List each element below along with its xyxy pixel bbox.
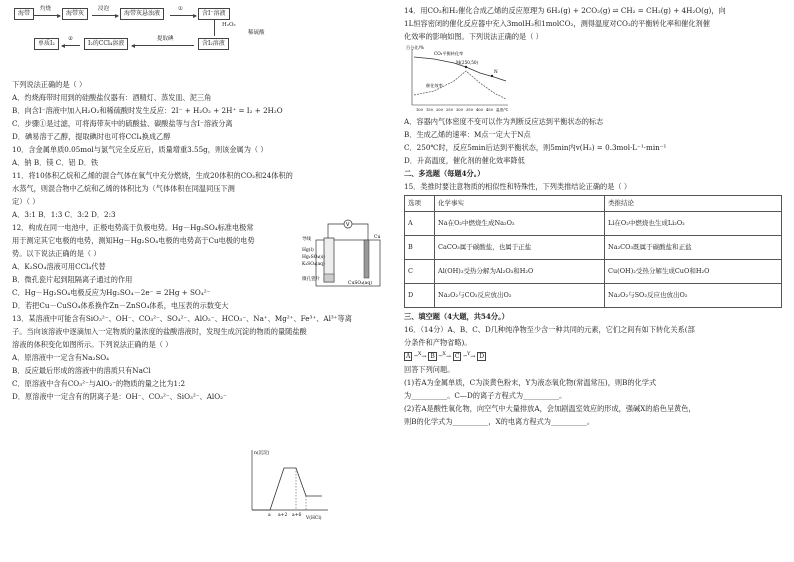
q16-part1: (1)若A为金属单质，C为淡黄色粉末，Y为液态氧化物(常温常压)，则B的化学式 <box>404 377 657 387</box>
chart-point-m-label: M(250,50) <box>456 60 479 65</box>
iodine-flowchart <box>12 6 392 80</box>
q9-option-c: C．步骤①是过滤，可将海带灰中的硫酸盐、碳酸盐等与含I⁻溶液分离 <box>12 119 233 128</box>
label-wire: 导线 <box>302 237 311 242</box>
table-cell: Li在O₂中燃烧也生成Li₂O₂ <box>605 212 782 236</box>
q10-options: A．钠 B．镁 C．铝 D．铁 <box>12 158 99 167</box>
wire-right <box>352 224 368 240</box>
q9-option-b: B．向含I⁻溶液中加入H₂O₂和稀硫酸时发生反应：2I⁻ + H₂O₂ + 2H⁺ = I₂ + 2H₂O <box>12 106 283 115</box>
chain-a: A <box>406 353 411 360</box>
chain-arrow: ─ <box>438 353 443 360</box>
label-hg2so4: Hg₂SO₄(s) <box>302 255 326 260</box>
porous-plate <box>324 274 334 282</box>
table-cell: Na₂O₂与SO₂反应也放出O₂ <box>605 284 782 308</box>
q16-stem: 16．（14分）A、B、C、D几种纯净物至少含一种共同的元素，它们之间有如下转化关系(部 <box>404 325 695 334</box>
flow-box-iodine-solution: 含I₂溶液 <box>198 38 229 50</box>
table-cell: Na₂CO₃既属于碳酸盐和正盐 <box>605 236 782 260</box>
graph-ylabel: n(沉淀) <box>254 451 270 456</box>
table-cell: Na在O₂中燃烧生成Na₂O₂ <box>435 212 605 236</box>
label-porous: 微孔瓷片 <box>302 277 320 282</box>
right-column <box>404 6 784 426</box>
wire-left <box>328 224 344 240</box>
label-cu: Cu <box>374 235 381 240</box>
chain-label: X <box>417 351 422 357</box>
graph-xlabel: V(HCl) <box>306 516 322 521</box>
point-m <box>465 66 467 68</box>
flow-label-h2o2: H₂O₂ <box>222 22 236 28</box>
q13-stem-3: 溶液的体积变化如图所示。下列说法正确的是（ ） <box>12 340 173 349</box>
left-column <box>12 6 392 521</box>
flow-box-ash: 海带灰 <box>62 8 88 20</box>
q12-stem: 12．构成在同一电池中，正极电势高于负极电势。Hg－Hg₂SO₄标准电极常 <box>12 223 254 232</box>
label-cuso4: CuSO₄(aq) <box>348 281 372 286</box>
flow-label-step2: ② <box>68 36 73 42</box>
flow-box-iodine: 单质I₂ <box>34 38 59 50</box>
precipitate-graph <box>240 446 332 522</box>
q9-option-d: D．碘易溶于乙醇，提取碘时也可将CCl₄换成乙醇 <box>12 132 171 141</box>
q16-part2-b: 则B的化学式为__________，X的电离方程式为__________。 <box>404 416 595 426</box>
q14-option-d: D．升高温度，催化剂的催化效率降低 <box>404 156 525 165</box>
flow-vertical-line <box>214 20 215 36</box>
q12-stem-3: 势。以下说法正确的是（ ） <box>12 249 101 258</box>
q13-option-a: A．原溶液中一定含有Na₂SO₄ <box>12 353 110 362</box>
section-2-title: 二、多选题（每题4分。） <box>404 169 485 178</box>
q16-part2: (2)若A是酸性氧化物，向空气中大量排放A，会加剧温室效应的形成，强碱X的焰色呈黄色， <box>404 403 696 413</box>
table-cell: D <box>405 284 435 308</box>
flow-box-ccl4: I₂的CCl₄溶液 <box>84 38 128 50</box>
label-hg: Hg(l) <box>302 248 314 253</box>
q16-conversion-chain <box>404 351 784 361</box>
q12-option-c: C．Hg－Hg₂SO₄电极反应为Hg₂SO₄－2e⁻ = 2Hg + SO₄²⁻ <box>12 288 211 297</box>
q14-option-b: B．生成乙烯的速率：M点一定大于N点 <box>404 130 531 139</box>
chart-xtick: 400 <box>476 108 483 112</box>
flow-arrow <box>92 15 118 16</box>
table-header: 选项 <box>405 196 435 212</box>
flow-label-acid: 稀硫酸 <box>248 30 265 36</box>
chain-d: D <box>479 353 485 360</box>
flow-box-seaweed: 海带 <box>14 8 34 20</box>
flow-arrow-back <box>132 45 194 46</box>
table-row <box>405 212 782 236</box>
q9-stem: 下列说法正确的是（ ） <box>12 80 87 89</box>
table-cell: CaCO₃属于碳酸盐，也属于正盐 <box>435 236 605 260</box>
flow-label-step1: ① <box>178 6 183 12</box>
flow-arrow <box>34 15 60 16</box>
table-cell: B <box>405 236 435 260</box>
graph-tick: a <box>268 513 271 518</box>
chart-xtick: 300 <box>456 108 463 112</box>
q14-stem: 14．用CO₂和H₂催化合成乙烯的反应原理为 6H₂(g) + 2CO₂(g) ⇌ CH₂ = CH₂(g) + 4H₂O(g)，向 <box>404 6 726 15</box>
q13-option-c: C．原溶液中含有CO₃²⁻与AlO₂⁻的物质的量之比为1:2 <box>12 379 186 388</box>
co2-conversion-chart <box>404 43 514 115</box>
q16-prompt: 回答下列问题。 <box>404 364 455 374</box>
chain-c: C <box>454 353 460 360</box>
chart-series2-label: 催化效率 <box>426 83 443 88</box>
q10-stem: 10．含金属单质0.05mol与氯气完全反应后，质量增重3.55g，则该金属为（ ） <box>12 145 268 154</box>
table-row <box>405 260 782 284</box>
table-cell: A <box>405 212 435 236</box>
q14-stem-2: 1L恒容密闭的催化反应器中充入3molH₂和1molCO₂，测得温度对CO₂的平衡转化率和催化剂催 <box>404 19 710 28</box>
q13-stem: 13．某溶液中可能含有SiO₃²⁻、OH⁻、CO₃²⁻、SO₄²⁻、AlO₂⁻、HCO₃⁻、Na⁺、Mg²⁺、Fe³⁺、Al³⁺等离 <box>12 314 352 323</box>
table-row <box>405 236 782 260</box>
q13-stem-2: 子。当向该溶液中逐滴加入一定物质的量浓度的盐酸溶液时，发现生成沉淀的物质的量随盐酸 <box>12 327 307 336</box>
table-cell: Al(OH)₃受热分解为Al₂O₃和H₂O <box>435 260 605 284</box>
chart-xtick: 150 <box>426 108 433 112</box>
chain-arrow-head: → <box>421 353 427 360</box>
svg-text:V: V <box>346 222 350 228</box>
analogy-table <box>404 195 782 308</box>
table-header: 化学事实 <box>435 196 605 212</box>
chart-xtick: 200 <box>436 108 443 112</box>
chain-label: Y <box>467 351 471 357</box>
chain-label: X <box>442 351 446 357</box>
chart-ylabel: 百分比/% <box>406 45 424 50</box>
chain-arrow-head: → <box>445 353 451 360</box>
graph-tick: a+2 <box>278 513 288 518</box>
q13-option-d: D．原溶液中一定含有的阴离子是：OH⁻、CO₃²⁻、SiO₃²⁻、AlO₂⁻ <box>12 392 227 401</box>
q16-stem-2: 分条件和产物省略)。 <box>404 338 472 347</box>
q13-option-b: B．反应最后形成的溶液中的溶质只有NaCl <box>12 366 151 375</box>
table-header-row <box>405 196 782 212</box>
flow-arrow-back <box>62 45 80 46</box>
chart-legend: CO₂平衡转化率 <box>434 51 464 56</box>
chain-arrow: ─ <box>463 353 468 360</box>
flow-label-burn: 灼烧 <box>40 6 52 12</box>
chart-xlabel: 温度/℃ <box>496 108 509 112</box>
q11-stem: 11．将10体积乙烷和乙烯的混合气体在氧气中充分燃烧，生成20体积的CO₂和24体积的 <box>12 171 293 180</box>
q14-option-a: A．容器内气体密度不变可以作为判断反应达到平衡状态的标志 <box>404 117 604 126</box>
electrochemical-cell-figure <box>302 218 390 290</box>
q12-option-a: A．K₂SO₄溶液可用CCl₄代替 <box>12 262 106 271</box>
table-cell: C <box>405 260 435 284</box>
q14-stem-3: 化效率的影响如图。下列说法正确的是（ ） <box>404 32 543 41</box>
q15-stem: 15．类推时要注意物质的相似性和特殊性，下列类推结论正确的是（ ） <box>404 182 632 191</box>
chart-xtick: 250 <box>446 108 453 112</box>
table-row <box>405 284 782 308</box>
label-k2so4: K₂SO₄(aq) <box>302 262 325 267</box>
chain-arrow-head: → <box>470 353 476 360</box>
chart-xtick: 450 <box>486 108 493 112</box>
flow-box-suspension: 海带灰悬浊液 <box>120 8 164 20</box>
flow-arrow <box>170 15 196 16</box>
q9-option-a: A．灼烧海带时用到的硅酸盐仪器有：酒精灯、蒸发皿、泥三角 <box>12 93 212 102</box>
q11-options: A．3:1 B．1:3 C．3:2 D．2:3 <box>12 210 116 219</box>
graph-tick: a+6 <box>292 513 302 518</box>
q12-stem-2: 用于测定其它电极的电势，测知Hg－Hg₂SO₄电极的电势高于Cu电极的电势 <box>12 236 255 245</box>
precipitate-curve <box>252 468 322 510</box>
section-3-title: 三、填空题（4大题，共54分。） <box>404 312 509 321</box>
q12-option-b: B．微孔瓷片起到阻隔离子通过的作用 <box>12 275 133 284</box>
q14-option-c: C．250℃时，反应5min后达到平衡状态，则5min内v(H₂) = 0.3mol·L⁻¹·min⁻¹ <box>404 143 667 152</box>
point-n <box>491 75 493 77</box>
table-header: 类推结论 <box>605 196 782 212</box>
q12-option-d: D．若把Cu－CuSO₄体系换作Zn－ZnSO₄体系，电压表的示数变大 <box>12 301 229 310</box>
flow-box-iodide: 含I⁻溶液 <box>198 8 230 20</box>
copper-electrode <box>364 240 369 278</box>
table-cell: Cu(OH)₂受热分解生成CuO和H₂O <box>605 260 782 284</box>
q11-stem-2: 水蒸气，则混合物中乙烷和乙烯的体积比为（气体体积在同温同压下测 <box>12 184 235 193</box>
q16-part1-b: 为__________。C—D的离子方程式为__________。 <box>404 390 567 400</box>
flow-label-extract: 提取碘 <box>157 36 174 42</box>
q11-stem-3: 定）（ ） <box>12 197 40 206</box>
chart-point-n-label: N <box>494 69 498 74</box>
chart-xtick: 100 <box>416 108 423 112</box>
chain-b: B <box>430 353 435 360</box>
flow-label-soak: 浸泡 <box>98 6 110 12</box>
chain-arrow: ─ <box>414 353 418 360</box>
table-cell: Na₂O₂与CO₂反应放出O₂ <box>435 284 605 308</box>
chart-xtick: 350 <box>466 108 473 112</box>
